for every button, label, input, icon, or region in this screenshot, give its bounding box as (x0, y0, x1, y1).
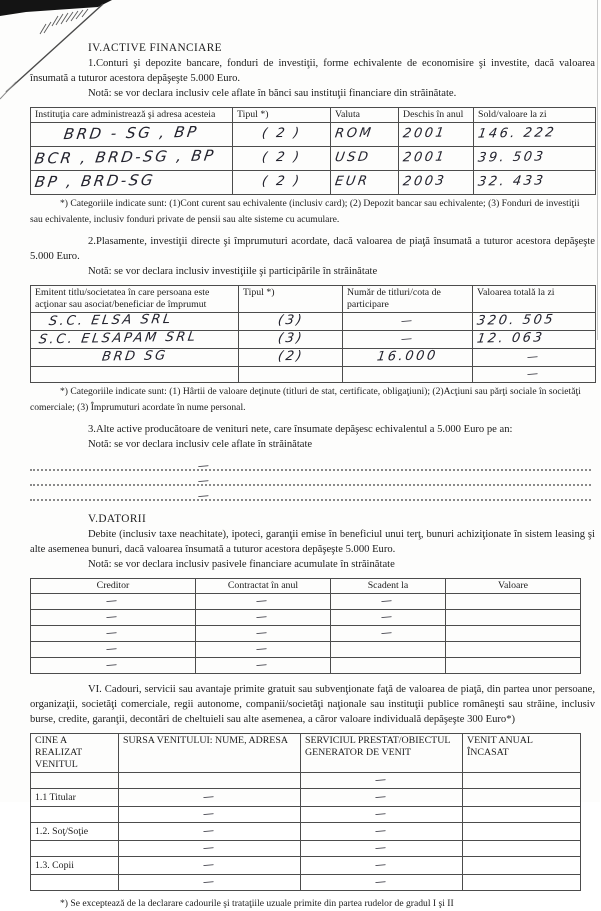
hw-dash: — (373, 874, 390, 889)
hw-type: (3) (276, 330, 305, 347)
hw-type: ( 2 ) (260, 173, 303, 190)
table-header-row (31, 734, 581, 773)
hw-type: ( 2 ) (260, 149, 303, 166)
header-institution: Instituţia care administrează şi adresa acesteia (31, 108, 233, 123)
hw-issuer: S.C. ELSA SRL (47, 311, 174, 330)
row-label: 1.2. Soţ/Soţie (35, 825, 89, 837)
section-iv3-paragraph: 3.Alte active producătoare de venituri nete, care însumate depăşesc echivalentul a 5.000 Euro pe an: (88, 424, 513, 435)
hw-balance: 39. 503 (476, 149, 547, 166)
table-row (31, 658, 581, 674)
hw-dash: — (105, 609, 121, 624)
hw-balance: 146. 222 (476, 125, 558, 142)
section-vi-paragraph: VI. Cadouri, servicii sau avantaje primite gratuit sau subvenţionate faţă de valoarea de piaţă, din partea unor persoane, organizaţii, societăţi comerciale, regii autonome, companii/societăţi naţionale sau instituţii publice româneşti sau străine, inclusiv burse, credite, garanţii, decontări de cheltuieli sau alte asemenea, a căror valoare individuală depăşeşte 300 Euro*) (30, 684, 595, 725)
hw-dash: — (105, 593, 121, 608)
hw-currency: EUR (333, 173, 371, 190)
header-type: Tipul *) (233, 108, 331, 123)
table-row (31, 642, 581, 658)
hw-dash: — (373, 857, 390, 872)
hw-balance: 32. 433 (476, 173, 547, 190)
header-total-value: Valoarea totală la zi (473, 286, 596, 313)
hw-dash: — (105, 641, 121, 656)
hw-dash: — (373, 840, 390, 855)
header-who-earned: CINE A REALIZAT VENITUL (31, 734, 119, 773)
table-row (31, 367, 596, 383)
footnote-line: *) Categoriile indicate sunt: (1)Cont curent sau echivalente (inclusiv card); (2) Depozit bancar sau echivalente; (3) Fonduri de investiţii (60, 198, 580, 209)
section-iv-note: Notă: se vor declara inclusiv cele aflate în bănci sau instituţii financiare din străinătate. (88, 88, 457, 99)
table2-footnote (30, 386, 595, 414)
hw-value: 320. 505 (475, 312, 557, 329)
row-label: 1.1 Titular (35, 791, 76, 803)
section-v-note: Notă: se vor declara inclusiv pasivele financiare acumulate în străinătate (88, 559, 395, 570)
table-row (31, 626, 581, 642)
hw-dash: — (255, 657, 271, 672)
hw-dash: — (255, 625, 271, 640)
hw-dash: — (255, 641, 271, 656)
hw-dash: — (196, 458, 213, 473)
bank-accounts-table (30, 107, 596, 195)
header-service-provided: SERVICIUL PRESTAT/OBIECTUL GENERATOR DE VENIT (301, 734, 463, 773)
exception-footnote: *) Se exceptează de la declarare cadourile şi trataţiile uzuale primite din partea rudelor de gradul I şi II (60, 898, 454, 909)
investments-table (30, 285, 596, 383)
hw-shares: — (399, 313, 416, 328)
debts-table (30, 578, 581, 674)
hw-issuer: BRD SG (100, 348, 169, 365)
dotted-fill-line (30, 456, 591, 471)
hw-dash: — (380, 609, 396, 624)
hw-type: (3) (276, 312, 305, 329)
hw-value: — (526, 349, 542, 364)
section-v-title: V.DATORII (88, 513, 147, 525)
header-due-date: Scadent la (331, 579, 446, 594)
table-row (31, 875, 581, 891)
table-row (31, 313, 596, 331)
hw-dash: — (373, 789, 390, 804)
header-type: Tipul *) (239, 286, 343, 313)
dotted-fill-line (30, 471, 591, 486)
table1-footnote (30, 198, 595, 226)
hw-type: ( 2 ) (260, 125, 303, 142)
hw-dash: — (105, 657, 121, 672)
section-iv2-note: Notă: se vor declara inclusiv investiţiile şi participările în străinătate (88, 266, 378, 277)
hw-dash: — (255, 609, 271, 624)
hw-dash: — (373, 772, 390, 787)
hw-institution: BP , BRD-SG (33, 170, 157, 192)
table-row (31, 789, 581, 807)
hw-dash: — (196, 473, 213, 488)
hw-dash: — (373, 806, 390, 821)
header-income-source: SURSA VENITULUI: NUME, ADRESA (119, 734, 301, 773)
header-balance: Sold/valoare la zi (474, 108, 596, 123)
table-row (31, 841, 581, 857)
table-row (31, 610, 581, 626)
hw-value: — (526, 366, 542, 381)
hw-issuer: S.C. ELSAPAM SRL (37, 329, 199, 348)
hw-type: (2) (276, 348, 305, 365)
hw-year: 2003 (401, 173, 448, 190)
table-row (31, 123, 596, 147)
table-header-row (31, 108, 596, 123)
table-header-row (31, 286, 596, 313)
hw-dash: — (380, 625, 396, 640)
header-annual-income: VENIT ANUAL ÎNCASAT (463, 734, 581, 773)
header-opened-year: Deschis în anul (399, 108, 474, 123)
hw-dash: — (373, 823, 390, 838)
table-row (31, 349, 596, 367)
hw-dash: — (201, 789, 218, 804)
table-row (31, 807, 581, 823)
table-row (31, 331, 596, 349)
hw-dash: — (201, 840, 218, 855)
table-row (31, 171, 596, 195)
section-iv-title: IV.ACTIVE FINANCIARE (88, 42, 222, 54)
table-row (31, 823, 581, 841)
hw-dash: — (201, 874, 218, 889)
section-iv-paragraph: 1.Conturi şi depozite bancare, fonduri de investiţii, forme echivalente de economisire şi investite, dacă valoarea însumată a tuturor acestora depăşeşte 5.000 Euro. (30, 58, 595, 84)
header-contracted-year: Contractat în anul (196, 579, 331, 594)
table-row (31, 773, 581, 789)
hw-currency: USD (333, 149, 372, 166)
row-label: 1.3. Copii (35, 859, 74, 871)
table-row (31, 594, 581, 610)
hw-dash: — (201, 806, 218, 821)
header-value: Valoare (446, 579, 581, 594)
section-iv3-note: Notă: se vor declara inclusiv cele aflate în străinătate (88, 439, 313, 450)
section-iv2-paragraph: 2.Plasamente, investiţii directe şi împrumuturi acordate, dacă valoarea de piaţă însumată a tuturor acestora depăşeşte 5.000 Euro. (30, 236, 595, 262)
hw-year: 2001 (401, 125, 448, 142)
footnote-line: sau echivalente, inclusiv fonduri private de pensii sau alte sisteme cu acumulare. (30, 213, 340, 225)
hw-institution: BRD - SG , BP (62, 122, 201, 144)
hw-dash: — (201, 857, 218, 872)
hw-value: 12. 063 (475, 330, 546, 347)
table-header-row (31, 579, 581, 594)
footnote-line: comerciale; (3) Împrumuturi acordate în nume personal. (30, 401, 246, 413)
header-issuer: Emitent titlu/societatea în care persoana este acţionar sau asociat/beneficiar de împrumut (31, 286, 239, 313)
hw-currency: ROM (333, 125, 375, 142)
hw-dash: — (105, 625, 121, 640)
table-row (31, 147, 596, 171)
dotted-fill-line (30, 486, 591, 501)
gifts-income-table (30, 733, 581, 891)
hw-shares: — (399, 331, 416, 346)
header-creditor: Creditor (31, 579, 196, 594)
table-row (31, 857, 581, 875)
hw-year: 2001 (401, 149, 448, 166)
hw-institution: BCR , BRD-SG , BP (33, 146, 217, 168)
header-shares: Număr de titluri/cota de participare (343, 286, 473, 313)
hw-dash: — (196, 488, 213, 503)
section-v-paragraph: Debite (inclusiv taxe neachitate), ipoteci, garanţii emise în beneficiul unui terţ, bunuri achiziţionate în sistem leasing şi alte asemenea bunuri, dacă valoarea însumată a tuturor acestora depăşeşte 5.000 Euro. (30, 529, 595, 555)
hw-dash: — (201, 823, 218, 838)
footnote-line: *) Categoriile indicate sunt: (1) Hârtii de valoare deţinute (titluri de stat, certificate, obligaţiuni); (2)Acţiuni sau părţi sociale în societăţi (60, 386, 581, 397)
hw-dash: — (255, 593, 271, 608)
hw-dash: — (380, 593, 396, 608)
hw-shares: 16.000 (376, 348, 439, 365)
header-currency: Valuta (331, 108, 399, 123)
